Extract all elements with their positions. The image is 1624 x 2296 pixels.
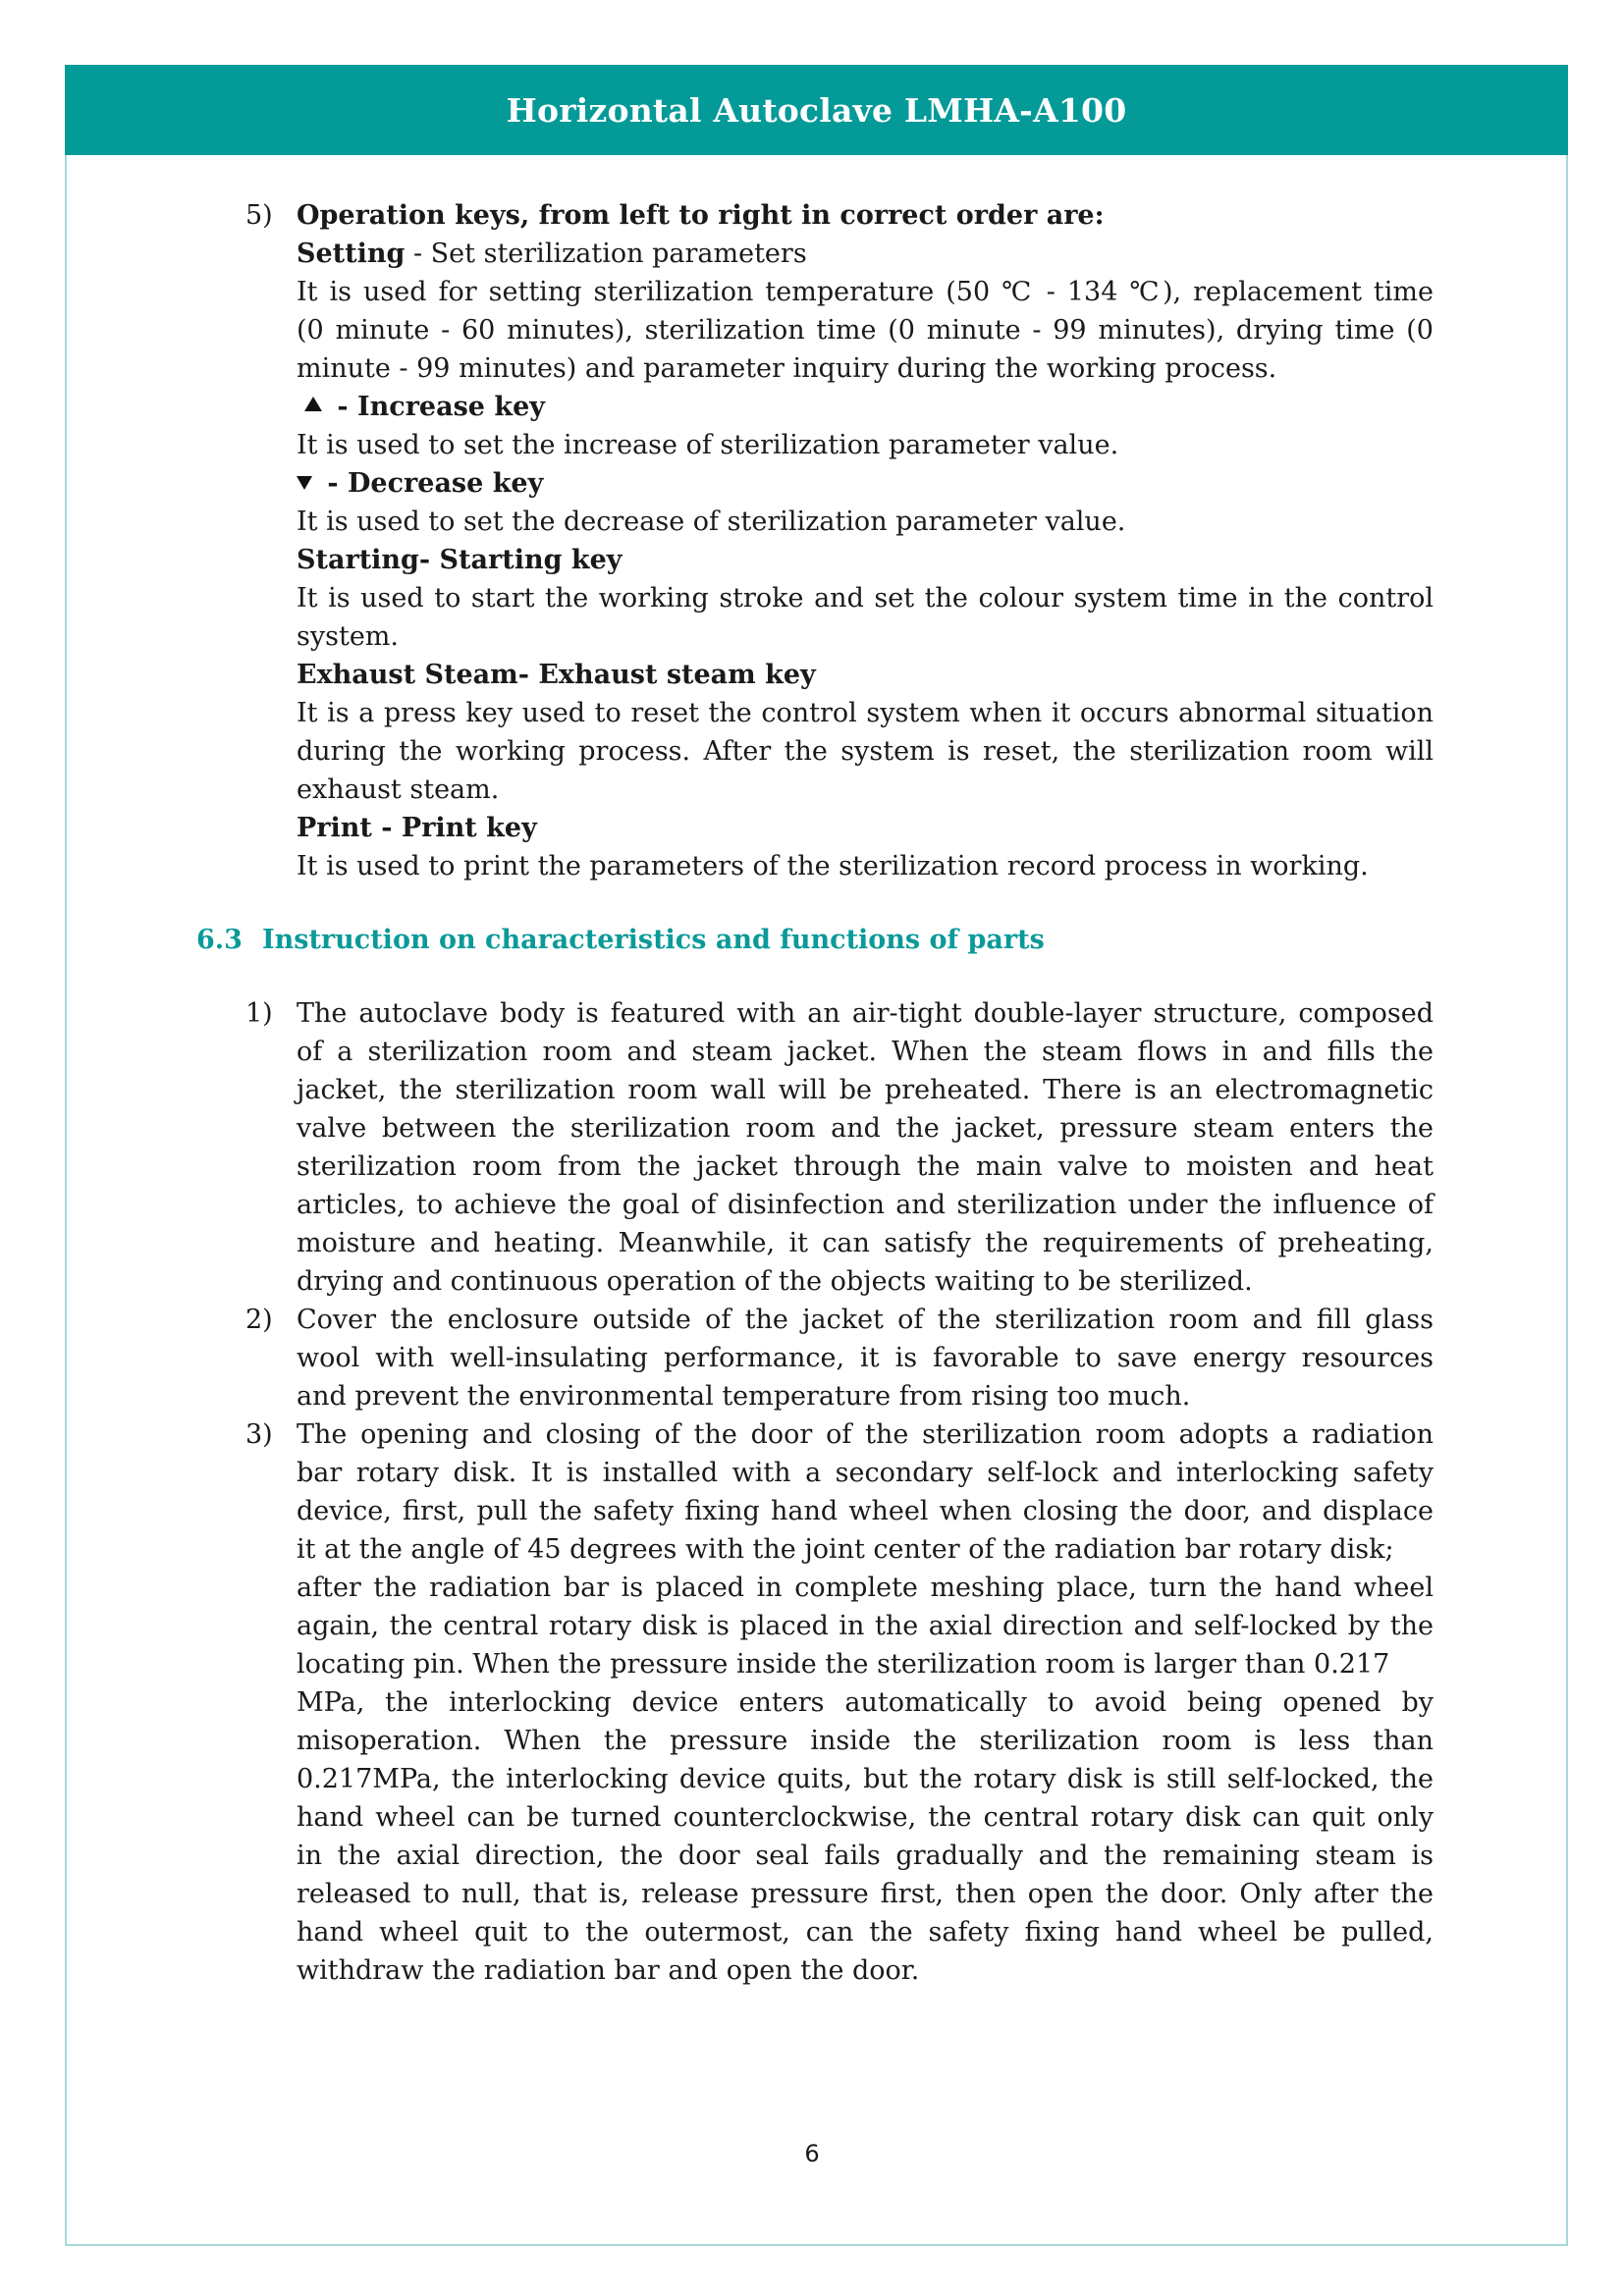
- paragraph-line: again, the central rotary disk is placed in the axial direction and self-locked by the: [297, 1611, 1434, 1641]
- setting-desc-line: It is used for setting sterilization temperature (50 ℃ - 134 ℃), replacement time: [297, 277, 1434, 307]
- print-key-label: Print - Print key: [297, 813, 537, 843]
- list-item: [196, 994, 1434, 1301]
- paragraph-line: in the axial direction, the door seal fails gradually and the remaining steam is: [297, 1841, 1434, 1871]
- section-number: 6.3: [196, 925, 243, 955]
- section-heading: [196, 921, 1434, 959]
- exhaust-key-label: Exhaust Steam- Exhaust steam key: [297, 660, 816, 690]
- triangle-up-icon: [304, 397, 322, 411]
- operation-keys-heading: Operation keys, from left to right in correct order are:: [297, 200, 1105, 231]
- paragraph-line: device, first, pull the safety fixing hand wheel when closing the door, and displace: [297, 1496, 1434, 1526]
- paragraph-line: bar rotary disk. It is installed with a secondary self-lock and interlocking safety: [297, 1458, 1434, 1488]
- paragraph-line: wool with well-insulating performance, it is favorable to save energy resources: [297, 1343, 1434, 1373]
- paragraph-line: and prevent the environmental temperature from rising too much.: [297, 1381, 1191, 1412]
- decrease-key-label: - Decrease key: [318, 468, 544, 499]
- increase-key-label: - Increase key: [328, 392, 545, 422]
- setting-desc-line: minute - 99 minutes) and parameter inquiry during the working process.: [297, 353, 1277, 384]
- page-header: [65, 65, 1568, 155]
- paragraph-line: MPa, the interlocking device enters automatically to avoid being opened by: [297, 1687, 1434, 1718]
- increase-key-line: [297, 388, 1434, 426]
- paragraph-line: sterilization room from the jacket through the main valve to moisten and heat: [297, 1151, 1434, 1182]
- paragraph-line: released to null, that is, release pressure first, then open the door. Only after the: [297, 1879, 1434, 1909]
- paragraph-line: hand wheel quit to the outermost, can the safety fixing hand wheel be pulled,: [297, 1917, 1434, 1948]
- print-desc-line: It is used to print the parameters of the sterilization record process in working.: [297, 851, 1369, 881]
- starting-desc-line: It is used to start the working stroke and set the colour system time in the control: [297, 583, 1434, 614]
- paragraph-line: The opening and closing of the door of the sterilization room adopts a radiation: [297, 1419, 1434, 1450]
- paragraph-line: misoperation. When the pressure inside the sterilization room is less than: [297, 1726, 1434, 1756]
- paragraph-line: Cover the enclosure outside of the jacket of the sterilization room and fill glass: [297, 1305, 1434, 1335]
- item-number: 3): [245, 1419, 273, 1450]
- paragraph-line: hand wheel can be turned counterclockwise, the central rotary disk can quit only: [297, 1802, 1434, 1833]
- exhaust-desc-line: during the working process. After the system is reset, the sterilization room will: [297, 736, 1434, 767]
- page-content: [196, 196, 1434, 1990]
- document-title: Horizontal Autoclave LMHA-A100: [506, 90, 1127, 130]
- paragraph-line: jacket, the sterilization room wall will be preheated. There is an electromagnetic: [297, 1075, 1434, 1105]
- list-item: [196, 1301, 1434, 1415]
- section-title: Instruction on characteristics and functions of parts: [261, 925, 1045, 955]
- item-number: 5): [245, 200, 273, 231]
- setting-key-label: Setting: [297, 239, 406, 269]
- decrease-key-line: [297, 464, 1434, 503]
- item-number: 1): [245, 998, 273, 1029]
- paragraph-line: moisture and heating. Meanwhile, it can satisfy the requirements of preheating,: [297, 1228, 1434, 1258]
- triangle-down-icon: [297, 476, 312, 490]
- paragraph-line: of a sterilization room and steam jacket. When the steam flows in and fills the: [297, 1037, 1434, 1067]
- setting-key-summary: - Set sterilization parameters: [405, 239, 807, 269]
- operation-keys-item: [196, 196, 1434, 885]
- paragraph-line: The autoclave body is featured with an air-tight double-layer structure, composed: [297, 998, 1434, 1029]
- increase-desc-line: It is used to set the increase of sterilization parameter value.: [297, 430, 1119, 460]
- setting-key-line: [297, 235, 1434, 273]
- paragraph-line: 0.217MPa, the interlocking device quits, but the rotary disk is still self-locked, the: [297, 1764, 1434, 1794]
- decrease-desc-line: It is used to set the decrease of sterilization parameter value.: [297, 507, 1126, 537]
- starting-key-label: Starting- Starting key: [297, 545, 623, 575]
- paragraph-line: drying and continuous operation of the objects waiting to be sterilized.: [297, 1266, 1253, 1297]
- paragraph-line: withdraw the radiation bar and open the door.: [297, 1955, 920, 1986]
- list-item: [196, 1415, 1434, 1990]
- setting-desc-line: (0 minute - 60 minutes), sterilization time (0 minute - 99 minutes), drying time (0: [297, 315, 1434, 346]
- paragraph-line: locating pin. When the pressure inside the sterilization room is larger than 0.217: [297, 1649, 1390, 1680]
- paragraph-line: articles, to achieve the goal of disinfection and sterilization under the influence of: [297, 1190, 1434, 1220]
- starting-desc-line: system.: [297, 621, 399, 652]
- paragraph-line: it at the angle of 45 degrees with the joint center of the radiation bar rotary disk;: [297, 1534, 1394, 1565]
- page-number: 6: [804, 2140, 820, 2167]
- item-number: 2): [245, 1305, 273, 1335]
- exhaust-desc-line: It is a press key used to reset the control system when it occurs abnormal situation: [297, 698, 1434, 728]
- paragraph-line: after the radiation bar is placed in complete meshing place, turn the hand wheel: [297, 1573, 1434, 1603]
- paragraph-line: valve between the sterilization room and the jacket, pressure steam enters the: [297, 1113, 1434, 1144]
- exhaust-desc-line: exhaust steam.: [297, 774, 500, 805]
